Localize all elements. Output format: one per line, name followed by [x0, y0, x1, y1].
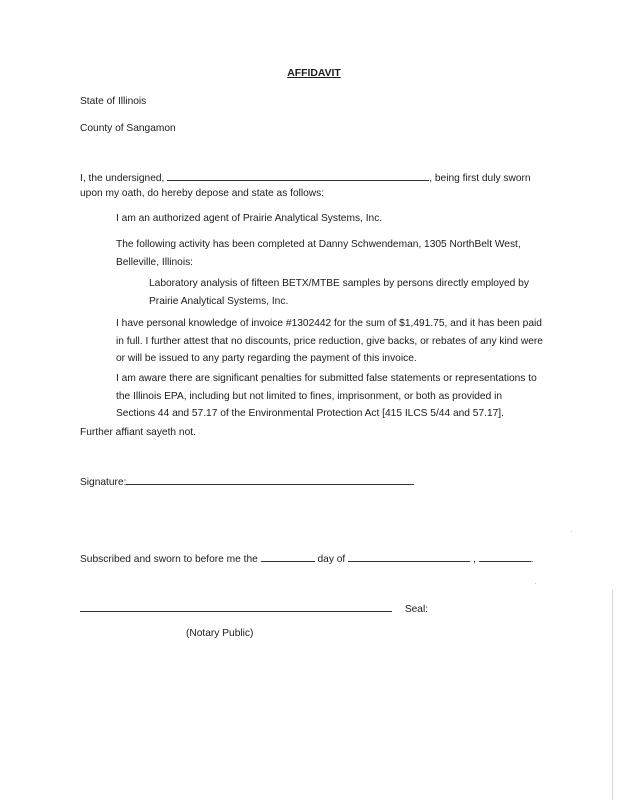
- intro-prefix: I, the undersigned,: [80, 173, 165, 184]
- activity-detail: Laboratory analysis of fifteen BETX/MTBE samples by persons directly employed by Prairie Analytical Systems, Inc.: [149, 278, 529, 307]
- seal-label: Seal:: [404, 604, 429, 615]
- notary-signature-field[interactable]: [80, 600, 392, 612]
- state-line: State of Illinois: [80, 96, 147, 107]
- affiant-name-field[interactable]: [167, 169, 429, 181]
- document-title: AFFIDAVIT: [287, 68, 341, 79]
- activity-intro: The following activity has been completed at Danny Schwendeman, 1305 NorthBelt West, Belleville, Illinois:: [116, 239, 521, 268]
- scan-speck: [571, 531, 572, 532]
- intro-line-2: upon my oath, do hereby depose and state as follows:: [80, 188, 325, 199]
- signature-field[interactable]: [126, 473, 414, 485]
- sworn-comma: ,: [472, 554, 476, 565]
- county-line: County of Sangamon: [80, 123, 176, 134]
- closing-statement: Further affiant sayeth not.: [80, 427, 196, 438]
- intro-line: [80, 169, 550, 187]
- signature-label: Signature:: [80, 477, 127, 488]
- invoice-statement: I have personal knowledge of invoice #1302442 for the sum of $1,491.75, and it has been paid in full. I further attest that no discounts, price reduction, give backs, or rebates of any kind were or will be issued to any party regarding the payment of this invoice.: [116, 318, 543, 364]
- sworn-month-field[interactable]: [348, 550, 470, 562]
- sworn-prefix: Subscribed and sworn to before me the: [80, 554, 258, 565]
- agent-statement: I am an authorized agent of Prairie Analytical Systems, Inc.: [116, 213, 383, 224]
- notary-line: [80, 600, 440, 618]
- intro-suffix: , being first duly sworn: [429, 173, 531, 184]
- sworn-end: .: [530, 554, 534, 565]
- scan-speck: [535, 583, 536, 584]
- sworn-day-label: day of: [317, 554, 346, 565]
- penalty-statement: I am aware there are significant penalties for submitted false statements or representations to the Illinois EPA, including but not limited to fines, imprisonment, or both as provided in Sections 44 and 57.17 of the Environmental Protection Act [415 ILCS 5/44 and 57.17].: [116, 373, 537, 419]
- signature-line: [80, 473, 420, 491]
- scan-edge-line: [612, 590, 613, 800]
- sworn-year-field[interactable]: [479, 550, 531, 562]
- sworn-day-field[interactable]: [261, 550, 315, 562]
- notary-label: (Notary Public): [186, 628, 254, 639]
- sworn-line: [80, 550, 550, 568]
